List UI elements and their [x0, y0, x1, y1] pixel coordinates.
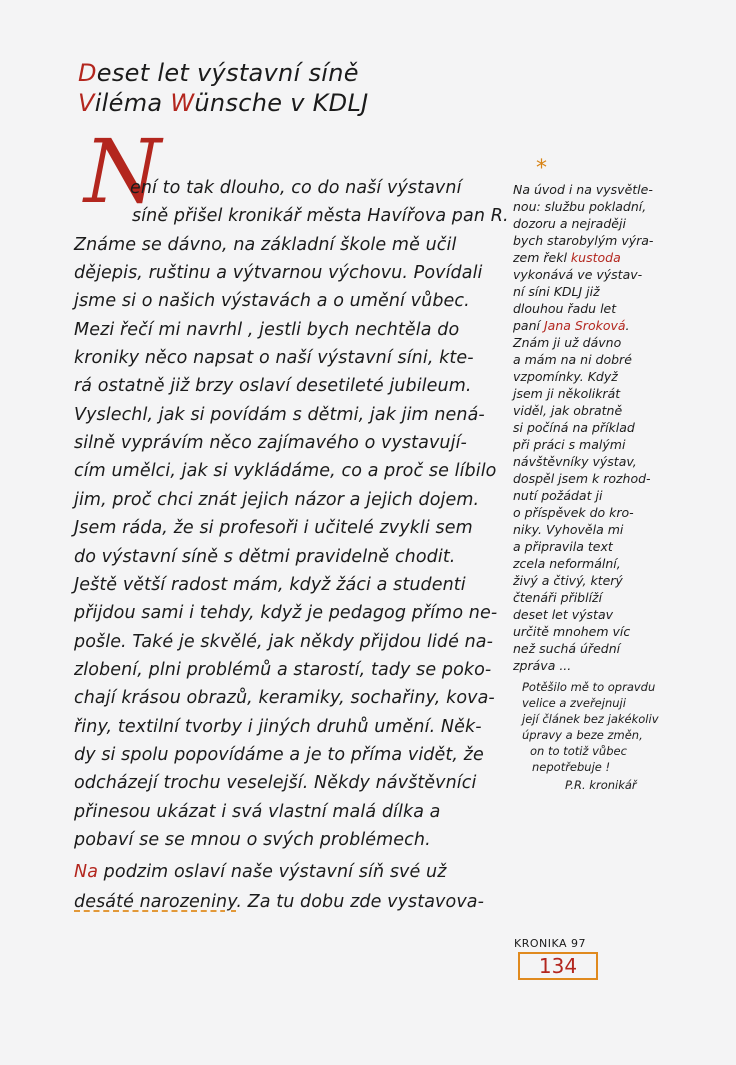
- side-line: Znám ji už dávno: [513, 335, 622, 350]
- side-line: nepotřebuje !: [532, 760, 611, 774]
- page-title: [78, 58, 369, 118]
- signature: P.R. kronikář: [565, 778, 637, 792]
- side-line: Potěšilo mě to opravdu: [522, 680, 656, 694]
- side-line: živý a čtivý, který: [513, 573, 623, 588]
- side-line: zem řekl kustoda: [513, 250, 621, 265]
- main-line: Známe se dávno, na základní škole mě učil: [74, 235, 457, 255]
- side-line: čtenáři přiblíží: [513, 590, 603, 605]
- side-line: paní Jana Sroková.: [513, 318, 630, 333]
- main-line: do výstavní síně s dětmi pravidelně chodit.: [74, 547, 456, 567]
- main-line: přijdou sami i tehdy, když je pedagog přímo ne-: [74, 603, 498, 623]
- underlined-phrase: desáté narozeniny: [74, 892, 237, 912]
- main-line: Na podzim oslaví naše výstavní síň své už: [74, 862, 447, 882]
- main-line: kroniky něco napsat o naší výstavní síni, kte-: [74, 348, 474, 368]
- side-line: ní síni KDLJ již: [513, 284, 600, 299]
- main-line: řiny, textilní tvorby i jiných druhů umění. Něk-: [74, 717, 482, 737]
- main-line: jsme si o našich výstavách a o umění vůbec.: [74, 291, 470, 311]
- main-line: zlobení, plni problémů a starostí, tady se poko-: [74, 660, 492, 680]
- main-line: Ještě větší radost mám, když žáci a studenti: [74, 575, 466, 595]
- main-line: Vyslechl, jak si povídám s dětmi, jak jim nená-: [74, 405, 485, 425]
- side-line: zpráva ...: [513, 658, 572, 673]
- page-number: 134: [518, 952, 598, 980]
- side-line: dozoru a nejraději: [513, 216, 626, 231]
- side-line: si počíná na příklad: [513, 420, 635, 435]
- main-line: Mezi řečí mi navrhl , jestli bych nechtěla do: [74, 320, 460, 340]
- side-line: zcela neformální,: [513, 556, 621, 571]
- side-line: určitě mnohem víc: [513, 624, 631, 639]
- main-line: cím umělci, jak si vykládáme, co a proč se líbilo: [74, 461, 497, 481]
- drop-cap: N: [84, 120, 161, 223]
- main-line: ení to tak dlouho, co do naší výstavní: [130, 178, 462, 198]
- side-line: o příspěvek do kro-: [513, 505, 634, 520]
- side-line: její článek bez jakékoliv: [522, 712, 659, 726]
- side-line: vykonává ve výstav-: [513, 267, 643, 282]
- main-line: přinesou ukázat i svá vlastní malá dílka a: [74, 802, 441, 822]
- side-line: niky. Vyhověla mi: [513, 522, 624, 537]
- side-line: bych starobylým výra-: [513, 233, 654, 248]
- main-line: dějepis, ruštinu a výtvarnou výchovu. Povídali: [74, 263, 483, 283]
- main-line: chají krásou obrazů, keramiky, sochařiny, kova-: [74, 688, 495, 708]
- side-line: při práci s malými: [513, 437, 626, 452]
- side-line: velice a zveřejnuji: [522, 696, 626, 710]
- title-line-2: Viléma Wünsche v KDLJ: [78, 89, 369, 117]
- side-line: Na úvod i na vysvětle-: [513, 182, 653, 197]
- side-line: vzpomínky. Když: [513, 369, 618, 384]
- title-line-1: Deset let výstavní síně: [78, 59, 359, 87]
- asterisk-icon: *: [536, 156, 547, 181]
- main-line: síně přišel kronikář města Havířova pan R.: [132, 206, 509, 226]
- main-line: silně vyprávím něco zajímavého o vystavují-: [74, 433, 467, 453]
- side-line: úpravy a beze změn,: [522, 728, 643, 742]
- side-line: dospěl jsem k rozhod-: [513, 471, 651, 486]
- main-line: pobaví se se mnou o svých problémech.: [74, 830, 431, 850]
- side-line: a mám na ni dobré: [513, 352, 632, 367]
- side-line: nou: službu pokladní,: [513, 199, 647, 214]
- side-line: viděl, jak obratně: [513, 403, 623, 418]
- main-line: pošle. Také je skvělé, jak někdy přijdou lidé na-: [74, 632, 494, 652]
- chronicle-label: KRONIKA 97: [514, 937, 587, 950]
- main-line: jim, proč chci znát jejich názor a jejich dojem.: [74, 490, 480, 510]
- main-line: dy si spolu popovídáme a je to příma vidět, že: [74, 745, 484, 765]
- side-line: dlouhou řadu let: [513, 301, 617, 316]
- side-line: nutí požádat ji: [513, 488, 603, 503]
- main-line: odcházejí trochu veselejší. Někdy návštěvníci: [74, 773, 477, 793]
- side-line: a připravila text: [513, 539, 613, 554]
- side-line: on to totiž vůbec: [530, 744, 627, 758]
- side-line: jsem ji několikrát: [513, 386, 621, 401]
- main-line: Jsem ráda, že si profesoři i učitelé zvykli sem: [74, 518, 473, 538]
- main-line: rá ostatně již brzy oslaví desetileté jubileum.: [74, 376, 472, 396]
- side-line: návštěvníky výstav,: [513, 454, 637, 469]
- side-line: než suchá úřední: [513, 641, 621, 656]
- main-line: desáté narozeniny. Za tu dobu zde vystavova-: [74, 892, 485, 912]
- side-line: deset let výstav: [513, 607, 614, 622]
